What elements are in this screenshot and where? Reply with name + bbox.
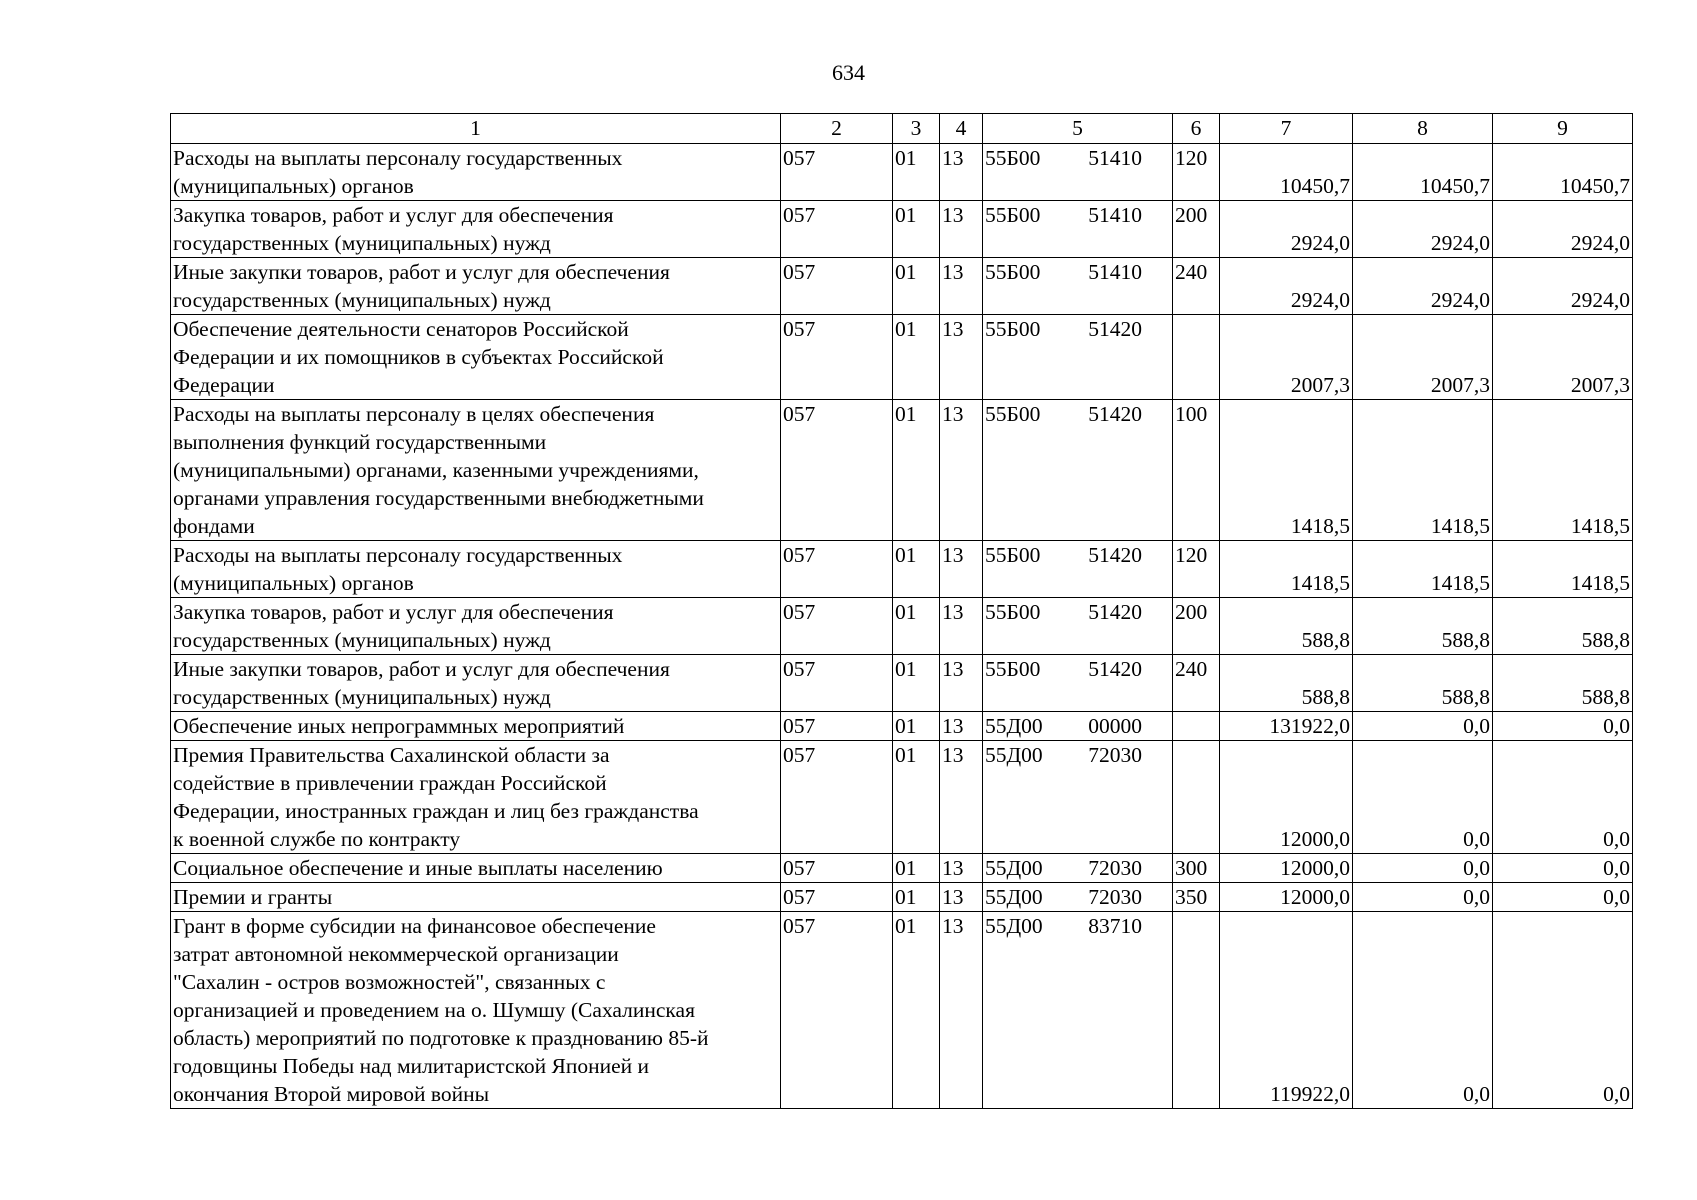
table-row <box>171 541 1633 598</box>
row-name: Закупка товаров, работ и услуг для обеспечения государственных (муниципальных) нужд <box>171 201 781 258</box>
target-program-code: 55Д00 <box>985 743 1043 767</box>
row-name: Расходы на выплаты персоналу в целях обеспечения выполнения функций государственными (муниципальными) органами, казенными учреждениями, органами управления государственными внебюджетными фондами <box>171 400 781 541</box>
row-subsection-code: 13 <box>940 315 983 400</box>
row-amount-col8: 0,0 <box>1353 883 1493 912</box>
row-section-code: 01 <box>893 854 940 883</box>
target-direction-code: 51410 <box>1088 203 1142 227</box>
table-row <box>171 201 1633 258</box>
row-target-article <box>983 315 1173 400</box>
row-amount-col7: 12000,0 <box>1220 854 1353 883</box>
target-program-code: 55Б00 <box>985 600 1041 624</box>
row-name: Закупка товаров, работ и услуг для обеспечения государственных (муниципальных) нужд <box>171 598 781 655</box>
row-amount-col7: 12000,0 <box>1220 883 1353 912</box>
row-amount-col9: 0,0 <box>1493 912 1633 1109</box>
target-direction-code: 51420 <box>1088 600 1142 624</box>
row-name: Расходы на выплаты персоналу государственных (муниципальных) органов <box>171 144 781 201</box>
target-program-code: 55Б00 <box>985 317 1041 341</box>
col-header: 4 <box>940 114 983 144</box>
row-name: Иные закупки товаров, работ и услуг для обеспечения государственных (муниципальных) нужд <box>171 655 781 712</box>
row-admin-code: 057 <box>781 741 893 854</box>
table-row <box>171 598 1633 655</box>
row-target-article <box>983 712 1173 741</box>
row-amount-col9: 588,8 <box>1493 655 1633 712</box>
row-amount-col7: 2007,3 <box>1220 315 1353 400</box>
row-amount-col7: 131922,0 <box>1220 712 1353 741</box>
target-direction-code: 51420 <box>1088 543 1142 567</box>
row-expense-type: 200 <box>1173 201 1220 258</box>
row-section-code: 01 <box>893 315 940 400</box>
row-target-article <box>983 598 1173 655</box>
row-subsection-code: 13 <box>940 912 983 1109</box>
row-amount-col7: 2924,0 <box>1220 258 1353 315</box>
table-body <box>171 144 1633 1109</box>
row-target-article <box>983 883 1173 912</box>
row-section-code: 01 <box>893 258 940 315</box>
row-target-article <box>983 741 1173 854</box>
row-amount-col9: 2924,0 <box>1493 201 1633 258</box>
row-expense-type: 100 <box>1173 400 1220 541</box>
row-amount-col8: 0,0 <box>1353 712 1493 741</box>
row-admin-code: 057 <box>781 598 893 655</box>
target-program-code: 55Б00 <box>985 543 1041 567</box>
target-direction-code: 72030 <box>1088 856 1142 880</box>
row-section-code: 01 <box>893 741 940 854</box>
row-amount-col8: 588,8 <box>1353 655 1493 712</box>
target-program-code: 55Б00 <box>985 402 1041 426</box>
row-amount-col8: 2924,0 <box>1353 258 1493 315</box>
row-amount-col8: 0,0 <box>1353 912 1493 1109</box>
row-amount-col9: 10450,7 <box>1493 144 1633 201</box>
row-amount-col9: 2924,0 <box>1493 258 1633 315</box>
row-amount-col8: 1418,5 <box>1353 400 1493 541</box>
row-admin-code: 057 <box>781 541 893 598</box>
row-section-code: 01 <box>893 541 940 598</box>
row-target-article <box>983 258 1173 315</box>
row-amount-col8: 10450,7 <box>1353 144 1493 201</box>
row-subsection-code: 13 <box>940 400 983 541</box>
table-row <box>171 854 1633 883</box>
row-admin-code: 057 <box>781 201 893 258</box>
target-direction-code: 51420 <box>1088 402 1142 426</box>
row-name: Премия Правительства Сахалинской области за содействие в привлечении граждан Российской Федерации, иностранных граждан и лиц без гражданства к военной службе по контракту <box>171 741 781 854</box>
row-amount-col9: 0,0 <box>1493 712 1633 741</box>
row-name: Обеспечение иных непрограммных мероприятий <box>171 712 781 741</box>
target-program-code: 55Б00 <box>985 203 1041 227</box>
row-amount-col8: 588,8 <box>1353 598 1493 655</box>
row-amount-col7: 12000,0 <box>1220 741 1353 854</box>
row-subsection-code: 13 <box>940 598 983 655</box>
row-admin-code: 057 <box>781 258 893 315</box>
target-direction-code: 72030 <box>1088 885 1142 909</box>
row-admin-code: 057 <box>781 883 893 912</box>
row-amount-col9: 0,0 <box>1493 883 1633 912</box>
target-program-code: 55Д00 <box>985 714 1043 738</box>
row-target-article <box>983 400 1173 541</box>
target-program-code: 55Б00 <box>985 260 1041 284</box>
table-row <box>171 912 1633 1109</box>
row-expense-type <box>1173 315 1220 400</box>
row-name: Грант в форме субсидии на финансовое обеспечение затрат автономной некоммерческой организации "Сахалин - остров возможностей", связанных с организацией и проведением на о. Шумшу (Сахалинская область) мероприятий по подготовке к празднованию 85-й годовщины Победы над милитаристской Японией и окончания Второй мировой войны <box>171 912 781 1109</box>
row-section-code: 01 <box>893 144 940 201</box>
row-amount-col7: 1418,5 <box>1220 400 1353 541</box>
table-row <box>171 258 1633 315</box>
target-program-code: 55Д00 <box>985 856 1043 880</box>
target-program-code: 55Д00 <box>985 885 1043 909</box>
header-row <box>171 114 1633 144</box>
row-section-code: 01 <box>893 883 940 912</box>
row-admin-code: 057 <box>781 712 893 741</box>
row-subsection-code: 13 <box>940 541 983 598</box>
row-admin-code: 057 <box>781 144 893 201</box>
row-amount-col8: 0,0 <box>1353 854 1493 883</box>
row-name: Расходы на выплаты персоналу государственных (муниципальных) органов <box>171 541 781 598</box>
row-target-article <box>983 541 1173 598</box>
target-program-code: 55Б00 <box>985 146 1041 170</box>
col-header: 2 <box>781 114 893 144</box>
target-direction-code: 72030 <box>1088 743 1142 767</box>
row-expense-type: 200 <box>1173 598 1220 655</box>
row-amount-col7: 10450,7 <box>1220 144 1353 201</box>
col-header: 7 <box>1220 114 1353 144</box>
row-target-article <box>983 912 1173 1109</box>
row-expense-type <box>1173 741 1220 854</box>
row-admin-code: 057 <box>781 854 893 883</box>
row-amount-col7: 119922,0 <box>1220 912 1353 1109</box>
row-amount-col9: 1418,5 <box>1493 400 1633 541</box>
row-admin-code: 057 <box>781 400 893 541</box>
page-number: 634 <box>832 60 865 85</box>
row-expense-type <box>1173 712 1220 741</box>
row-amount-col7: 1418,5 <box>1220 541 1353 598</box>
row-subsection-code: 13 <box>940 655 983 712</box>
row-section-code: 01 <box>893 400 940 541</box>
row-subsection-code: 13 <box>940 741 983 854</box>
row-expense-type: 240 <box>1173 258 1220 315</box>
row-expense-type: 120 <box>1173 541 1220 598</box>
row-section-code: 01 <box>893 912 940 1109</box>
row-subsection-code: 13 <box>940 712 983 741</box>
row-amount-col7: 588,8 <box>1220 598 1353 655</box>
row-admin-code: 057 <box>781 912 893 1109</box>
row-target-article <box>983 144 1173 201</box>
row-target-article <box>983 201 1173 258</box>
row-section-code: 01 <box>893 655 940 712</box>
target-direction-code: 83710 <box>1088 914 1142 938</box>
row-expense-type <box>1173 912 1220 1109</box>
row-expense-type: 350 <box>1173 883 1220 912</box>
target-direction-code: 51410 <box>1088 146 1142 170</box>
row-section-code: 01 <box>893 598 940 655</box>
row-amount-col8: 2924,0 <box>1353 201 1493 258</box>
col-header: 8 <box>1353 114 1493 144</box>
target-direction-code: 00000 <box>1088 714 1142 738</box>
col-header: 1 <box>171 114 781 144</box>
row-amount-col9: 0,0 <box>1493 854 1633 883</box>
row-subsection-code: 13 <box>940 258 983 315</box>
row-target-article <box>983 854 1173 883</box>
row-amount-col8: 2007,3 <box>1353 315 1493 400</box>
row-amount-col7: 588,8 <box>1220 655 1353 712</box>
col-header: 9 <box>1493 114 1633 144</box>
target-direction-code: 51420 <box>1088 317 1142 341</box>
row-admin-code: 057 <box>781 655 893 712</box>
row-expense-type: 240 <box>1173 655 1220 712</box>
row-amount-col9: 1418,5 <box>1493 541 1633 598</box>
row-expense-type: 120 <box>1173 144 1220 201</box>
row-subsection-code: 13 <box>940 854 983 883</box>
row-name: Премии и гранты <box>171 883 781 912</box>
table-row <box>171 883 1633 912</box>
row-subsection-code: 13 <box>940 144 983 201</box>
table-row <box>171 144 1633 201</box>
row-name: Иные закупки товаров, работ и услуг для обеспечения государственных (муниципальных) нужд <box>171 258 781 315</box>
row-admin-code: 057 <box>781 315 893 400</box>
row-amount-col7: 2924,0 <box>1220 201 1353 258</box>
table-row <box>171 315 1633 400</box>
table-row <box>171 655 1633 712</box>
target-direction-code: 51420 <box>1088 657 1142 681</box>
target-program-code: 55Д00 <box>985 914 1043 938</box>
row-subsection-code: 13 <box>940 883 983 912</box>
target-direction-code: 51410 <box>1088 260 1142 284</box>
row-amount-col9: 588,8 <box>1493 598 1633 655</box>
row-section-code: 01 <box>893 712 940 741</box>
row-amount-col9: 0,0 <box>1493 741 1633 854</box>
budget-table <box>170 113 1633 1109</box>
target-program-code: 55Б00 <box>985 657 1041 681</box>
row-name: Обеспечение деятельности сенаторов Российской Федерации и их помощников в субъектах Российской Федерации <box>171 315 781 400</box>
row-amount-col8: 1418,5 <box>1353 541 1493 598</box>
row-name: Социальное обеспечение и иные выплаты населению <box>171 854 781 883</box>
table-row <box>171 400 1633 541</box>
col-header: 5 <box>983 114 1173 144</box>
row-target-article <box>983 655 1173 712</box>
row-amount-col9: 2007,3 <box>1493 315 1633 400</box>
col-header: 6 <box>1173 114 1220 144</box>
row-expense-type: 300 <box>1173 854 1220 883</box>
table-row <box>171 712 1633 741</box>
row-amount-col8: 0,0 <box>1353 741 1493 854</box>
table-row <box>171 741 1633 854</box>
row-subsection-code: 13 <box>940 201 983 258</box>
col-header: 3 <box>893 114 940 144</box>
row-section-code: 01 <box>893 201 940 258</box>
